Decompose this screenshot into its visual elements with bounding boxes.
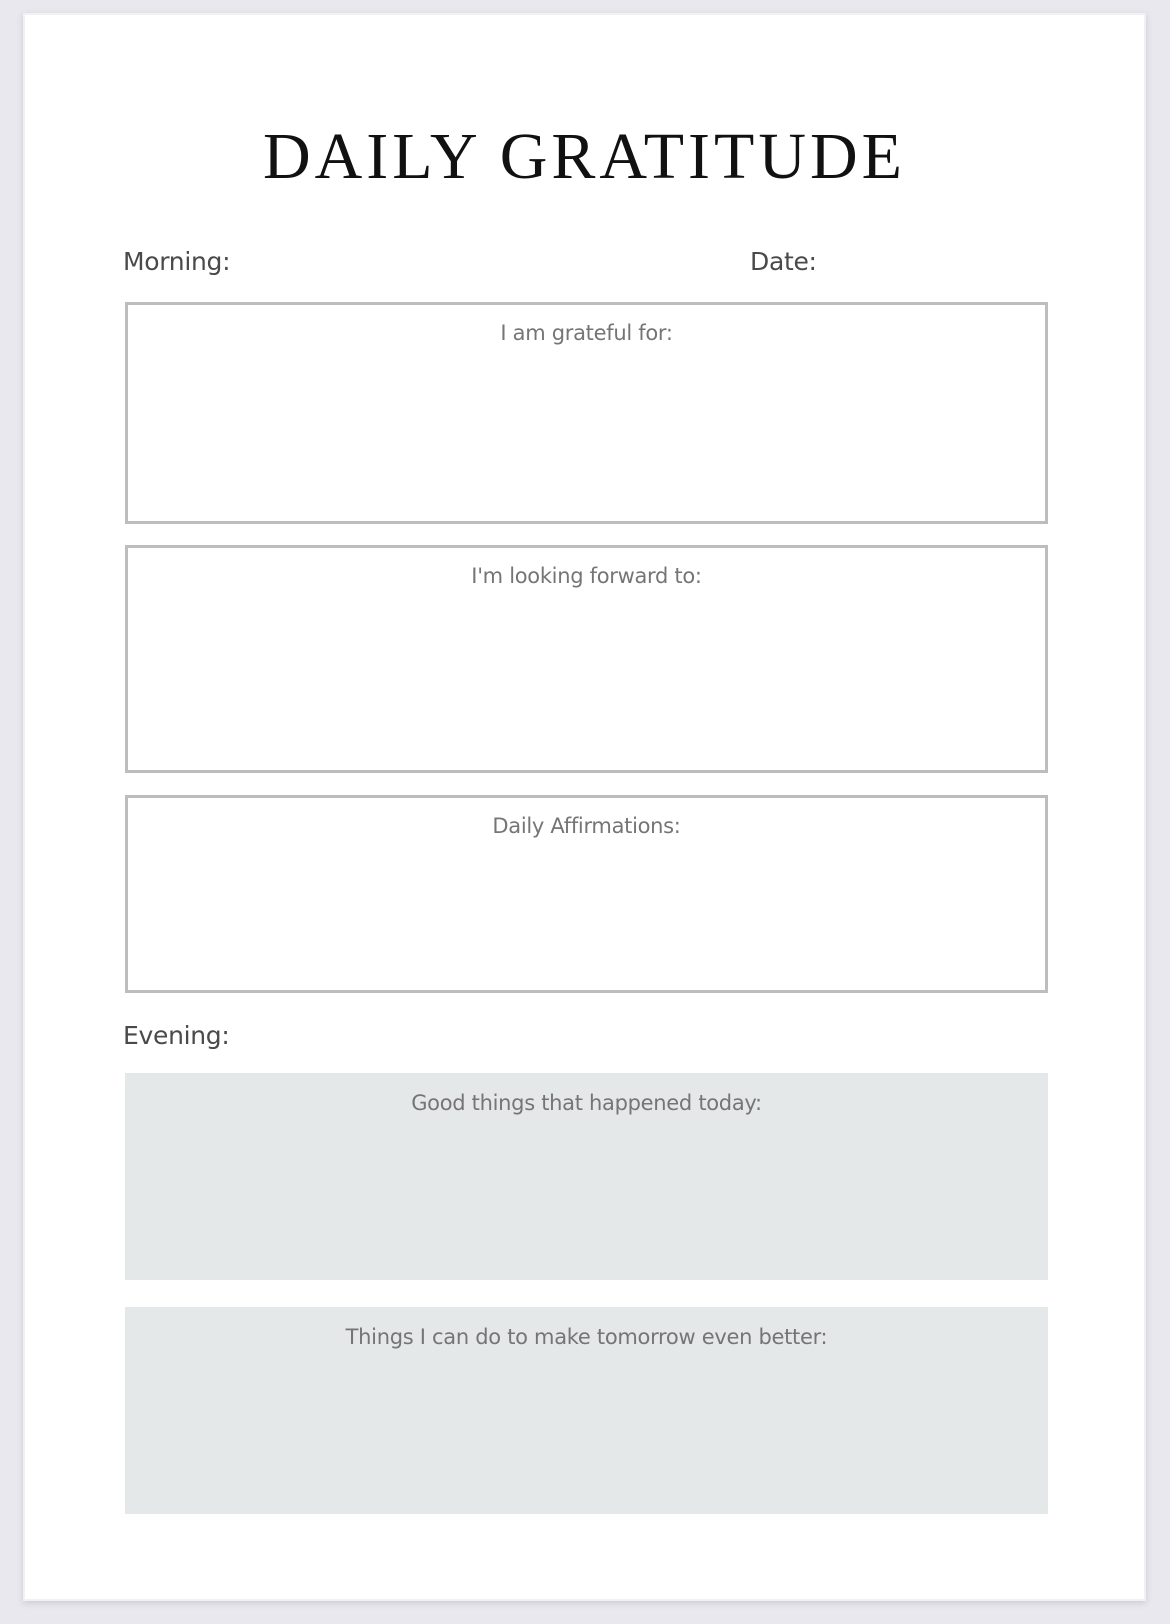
looking-forward-box[interactable]	[125, 545, 1048, 773]
looking-forward-label: I'm looking forward to:	[471, 564, 702, 588]
good-things-label: Good things that happened today:	[411, 1091, 762, 1115]
evening-label: Evening:	[123, 1021, 230, 1050]
tomorrow-better-box[interactable]	[125, 1307, 1048, 1514]
tomorrow-better-label: Things I can do to make tomorrow even better:	[345, 1325, 828, 1349]
daily-affirmations-box[interactable]	[125, 795, 1048, 993]
grateful-for-label: I am grateful for:	[500, 321, 673, 345]
morning-label: Morning:	[123, 247, 231, 276]
good-things-box[interactable]	[125, 1073, 1048, 1280]
date-label: Date:	[750, 247, 817, 276]
grateful-for-box[interactable]	[125, 302, 1048, 524]
page-title: DAILY GRATITUDE	[262, 120, 906, 193]
gratitude-page	[23, 13, 1146, 1601]
daily-affirmations-label: Daily Affirmations:	[492, 814, 681, 838]
